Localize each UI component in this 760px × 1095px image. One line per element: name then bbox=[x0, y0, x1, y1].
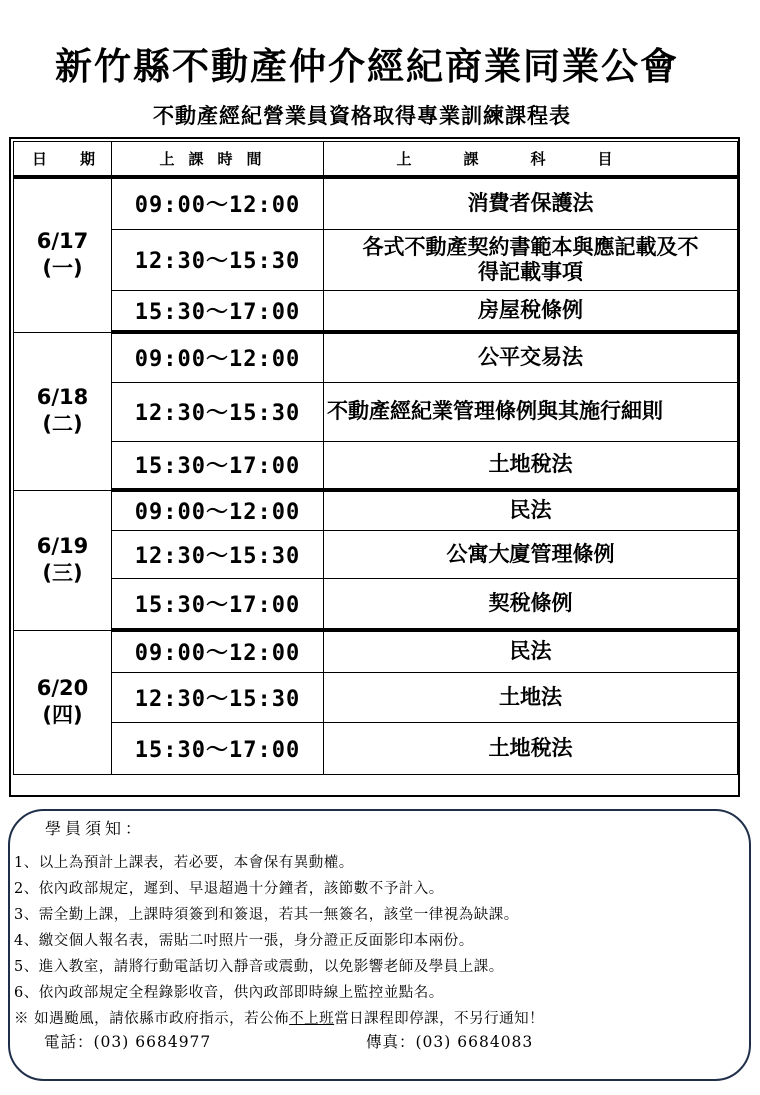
weekday-label: (二) bbox=[42, 412, 83, 436]
subject-cell: 土地法 bbox=[324, 672, 738, 722]
time-cell: 09:00～12:00 bbox=[112, 630, 324, 672]
date-label: 6/20 bbox=[36, 676, 89, 700]
notice-list bbox=[14, 850, 544, 1032]
date-label: 6/18 bbox=[36, 385, 89, 409]
subject-cell: 民法 bbox=[324, 630, 738, 672]
table-row bbox=[14, 722, 738, 774]
notice-item: 5、進入教室，請將行動電話切入靜音或震動，以免影響老師及學員上課。 bbox=[14, 959, 504, 975]
weekday-label: (三) bbox=[42, 561, 83, 585]
subject-cell: 各式不動產契約書範本與應記載及不得記載事項 bbox=[324, 229, 738, 290]
time-cell: 15:30～17:00 bbox=[112, 722, 324, 774]
table-row bbox=[14, 672, 738, 722]
weekday-label: (四) bbox=[42, 703, 83, 727]
table-row bbox=[14, 490, 738, 530]
date-cell bbox=[14, 490, 112, 630]
table-row bbox=[14, 332, 738, 382]
time-cell: 15:30～17:00 bbox=[112, 441, 324, 490]
notice-item: 3、需全勤上課，上課時須簽到和簽退，若其一無簽名，該堂一律視為缺課。 bbox=[14, 907, 519, 923]
time-cell: 15:30～17:00 bbox=[112, 290, 324, 332]
header-subject: 上課科目 bbox=[324, 142, 738, 178]
typhoon-prefix: ※ 如遇颱風，請依縣市政府指示，若公佈 bbox=[14, 1011, 290, 1027]
typhoon-suffix: 當日課程即停課，不另行通知！ bbox=[334, 1011, 545, 1027]
table-row bbox=[14, 441, 738, 490]
time-cell: 09:00～12:00 bbox=[112, 177, 324, 229]
notice-title: 學員須知： bbox=[45, 819, 146, 838]
phone-number: 電話：(03) 6684977 bbox=[44, 1033, 212, 1051]
fax-number: 傳真：(03) 6684083 bbox=[366, 1033, 534, 1051]
subject-cell: 不動產經紀業管理條例與其施行細則 bbox=[324, 382, 738, 441]
time-cell: 09:00～12:00 bbox=[112, 332, 324, 382]
time-cell: 12:30～15:30 bbox=[112, 530, 324, 578]
time-cell: 12:30～15:30 bbox=[112, 672, 324, 722]
subject-cell: 土地稅法 bbox=[324, 441, 738, 490]
typhoon-notice bbox=[14, 1006, 544, 1032]
subject-cell: 土地稅法 bbox=[324, 722, 738, 774]
header-date-char-1: 日 bbox=[32, 150, 50, 168]
subject-cell: 契稅條例 bbox=[324, 578, 738, 630]
notice-item: 1、以上為預計上課表，若必要，本會保有異動權。 bbox=[14, 855, 354, 871]
header-date bbox=[14, 142, 112, 178]
time-cell: 12:30～15:30 bbox=[112, 229, 324, 290]
page-subtitle: 不動產經紀營業員資格取得專業訓練課程表 bbox=[153, 104, 571, 128]
time-cell: 12:30～15:30 bbox=[112, 382, 324, 441]
subject-cell: 公寓大廈管理條例 bbox=[324, 530, 738, 578]
subject-cell: 房屋稅條例 bbox=[324, 290, 738, 332]
table-row bbox=[14, 290, 738, 332]
subject-cell: 民法 bbox=[324, 490, 738, 530]
table-row bbox=[14, 229, 738, 290]
table-row bbox=[14, 578, 738, 630]
date-cell bbox=[14, 177, 112, 332]
notice-item: 4、繳交個人報名表，需貼二吋照片一張，身分證正反面影印本兩份。 bbox=[14, 933, 474, 949]
time-cell: 15:30～17:00 bbox=[112, 578, 324, 630]
weekday-label: (一) bbox=[42, 256, 83, 281]
page-title: 新竹縣不動產仲介經紀商業同業公會 bbox=[55, 45, 679, 88]
table-row bbox=[14, 530, 738, 578]
notice-item: 2、依內政部規定，遲到、早退超過十分鐘者，該節數不予計入。 bbox=[14, 881, 444, 897]
table-row bbox=[14, 630, 738, 672]
table-row bbox=[14, 177, 738, 229]
date-cell bbox=[14, 630, 112, 774]
date-label: 6/19 bbox=[36, 534, 89, 558]
notice-item: 6、依內政部規定全程錄影收音，供內政部即時線上監控並點名。 bbox=[14, 985, 444, 1001]
date-label: 6/17 bbox=[36, 229, 89, 254]
table-header-row bbox=[14, 142, 738, 178]
subject-cell: 公平交易法 bbox=[324, 332, 738, 382]
subject-cell: 消費者保護法 bbox=[324, 177, 738, 229]
typhoon-underlined: 不上班 bbox=[289, 1011, 335, 1027]
header-date-char-2: 期 bbox=[79, 150, 97, 168]
time-cell: 09:00～12:00 bbox=[112, 490, 324, 530]
date-cell bbox=[14, 332, 112, 490]
schedule-table bbox=[13, 141, 738, 775]
table-row bbox=[14, 382, 738, 441]
header-time: 上課時間 bbox=[112, 142, 324, 178]
